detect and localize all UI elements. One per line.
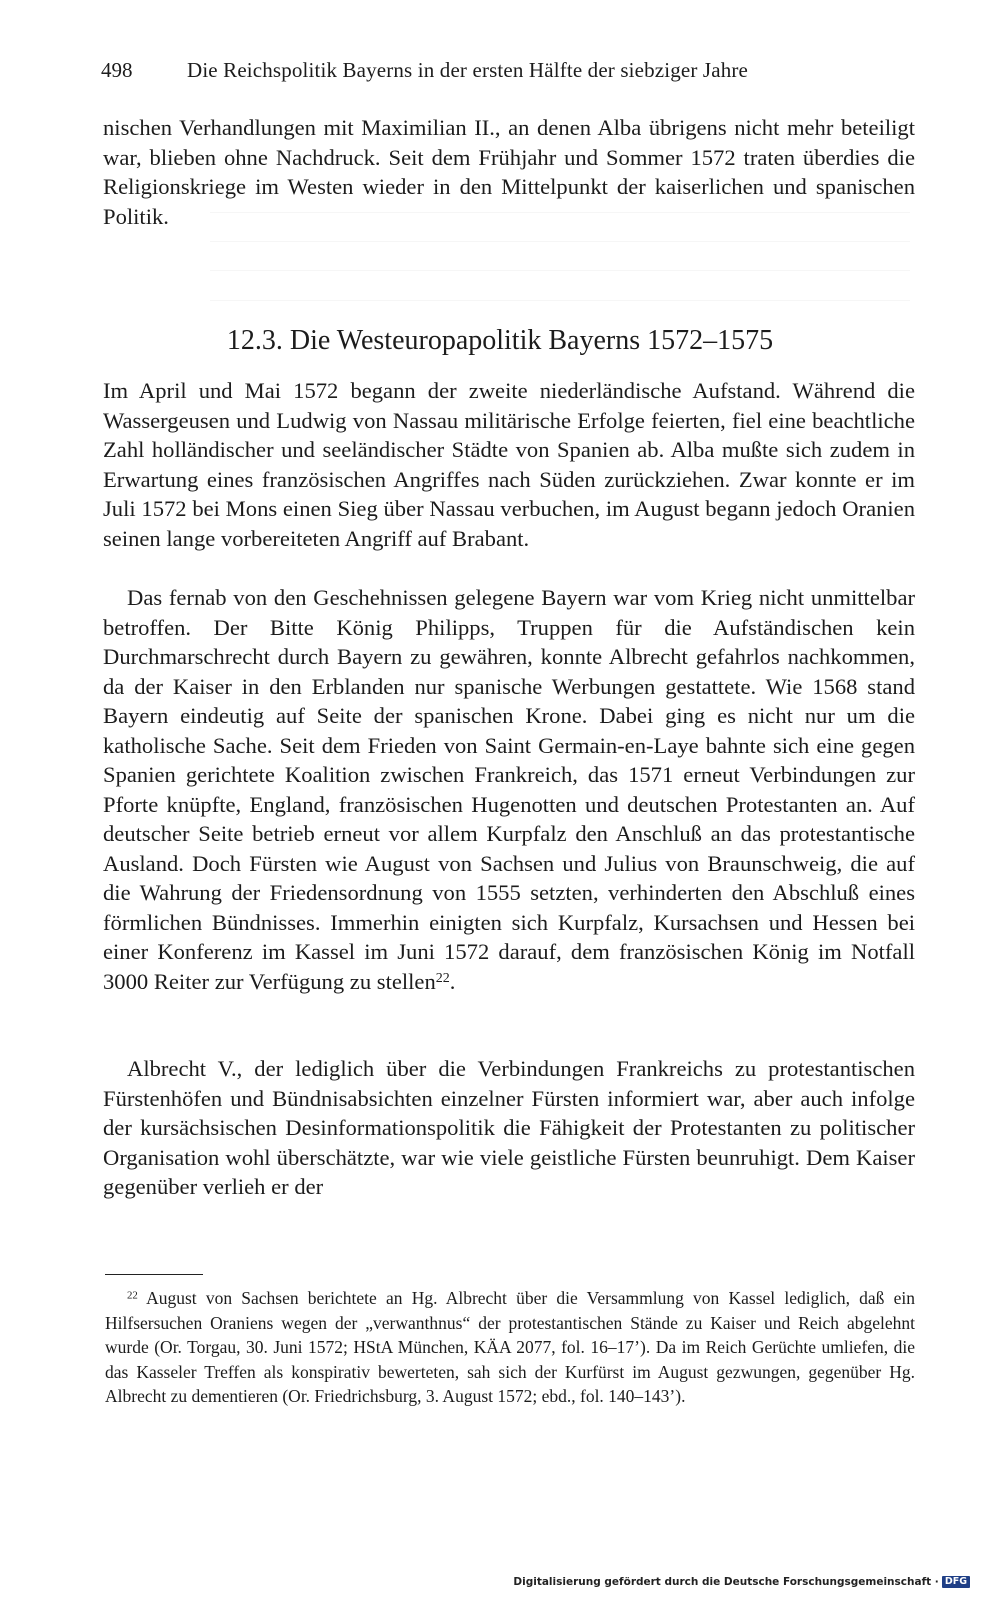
- footnote-number: 22: [127, 1289, 138, 1302]
- section-heading: 12.3. Die Westeuropapolitik Bayerns 1572–1575: [226, 325, 774, 356]
- show-through-line: [210, 300, 910, 301]
- paragraph-end: .: [449, 968, 456, 994]
- paragraph-continuation: nischen Verhandlungen mit Maximilian II., an denen Alba übrigens nicht mehr beteiligt war, blieben ohne Nachdruck. Seit dem Frühjahr und Sommer 1572 traten überdies die Religionskriege im Westen wieder in den Mittelpunkt der kaiserlichen und spanischen Politik.: [103, 115, 915, 229]
- footnote-text: August von Sachsen berichtete an Hg. Albrecht über die Versammlung von Kassel lediglich, daß ein Hilfsersuchen Oraniens wegen der „verwanthnus“ der protestantischen Stände zu Kaiser und Reich abgelehnt wurde (Or. Torgau, 30. Juni 1572; HStA München, KÄA 2077, fol. 16–17’). Da im Reich Gerüchte umliefen, die das Kasseler Treffen als konspirativ bewerteten, sah sich der Kurfürst im August gezwungen, gegenüber Hg. Albrecht zu dementieren (Or. Friedrichsburg, 3. August 1572; ebd., fol. 140–143’).: [105, 1288, 915, 1407]
- credit-text: Digitalisierung gefördert durch die Deutsche Forschungsgemeinschaft ·: [513, 1576, 939, 1588]
- paragraph-albrecht: Albrecht V., der lediglich über die Verbindungen Frankreichs zu protestantischen Fürstenhöfen und Bündnisabsichten einzelner Fürsten informiert war, aber auch infolge der kursächsischen Desinformationspolitik die Fähigkeit der Protestanten zu politischer Organisation wohl überschätzte, war wie viele geistliche Fürsten beunruhigt. Dem Kaiser gegenüber verlieh er der: [103, 1056, 915, 1199]
- page-header: [101, 55, 831, 85]
- footnote-22: [105, 1286, 915, 1409]
- paragraph-bavaria-neutrality: [103, 583, 915, 996]
- digitization-credit: [513, 1575, 970, 1589]
- dfg-logo: DFG: [942, 1576, 970, 1588]
- page-number: 498: [101, 58, 133, 82]
- paragraph-dutch-revolt: Im April und Mai 1572 begann der zweite niederländische Aufstand. Während die Wassergeusen und Ludwig von Nassau militärische Erfolge feierten, fiel eine beachtliche Zahl holländischer und seeländischer Städte von Spanien ab. Alba mußte sich zudem in Erwartung eines französischen Angriffes nach Süden zurückziehen. Zwar konnte er im Juli 1572 bei Mons einen Sieg über Nassau verbuchen, im August begann jedoch Oranien seinen lange vorbereiteten Angriff auf Brabant.: [103, 378, 915, 551]
- footnote-divider: [105, 1274, 203, 1275]
- running-title: Die Reichspolitik Bayerns in der ersten Hälfte der siebziger Jahre: [187, 58, 748, 82]
- paragraph-text: Das fernab von den Geschehnissen gelegene Bayern war vom Krieg nicht unmittelbar betroffen. Der Bitte König Philipps, Truppen für die Aufständischen kein Durchmarschrecht durch Bayern zu gewähren, konnte Albrecht gefahrlos nachkommen, da der Kaiser in den Erblanden nur spanische Werbungen gestattete. Wie 1568 stand Bayern eindeutig auf Seite der spanischen Krone. Dabei ging es nicht nur um die katholische Sache. Seit dem Frieden von Saint Germain-en-Laye bahnte sich eine gegen Spanien gerichtete Koalition zwischen Frankreich, das 1571 erneut Verbindungen zur Pforte knüpfte, England, französischen Hugenotten und deutschen Protestanten an. Auf deutscher Seite betrieb erneut vor allem Kurpfalz den Anschluß an das protestantische Ausland. Doch Fürsten wie August von Sachsen und Julius von Braunschweig, die auf die Wahrung der Friedensordnung von 1555 setzten, verhinderten den Abschluß eines förmlichen Bündnisses. Immerhin einigten sich Kurpfalz, Kursachsen und Hessen bei einer Konferenz im Kassel im Juni 1572 darauf, dem französischen König im Notfall 3000 Reiter zur Verfügung zu stellen: [103, 585, 915, 994]
- show-through-line: [210, 270, 910, 271]
- footnote-reference[interactable]: 22: [435, 970, 450, 986]
- show-through-line: [210, 241, 910, 242]
